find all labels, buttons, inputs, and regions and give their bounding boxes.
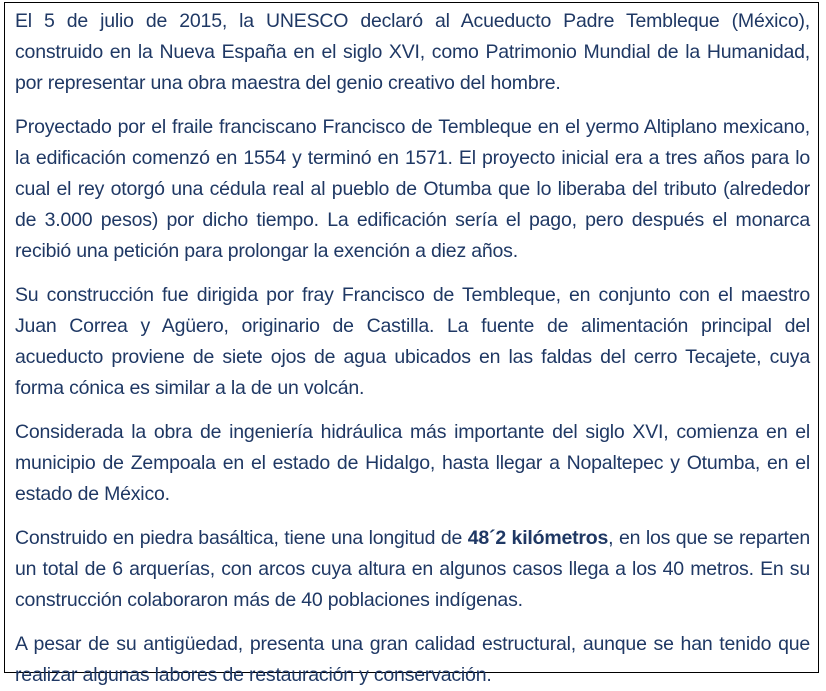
text-frame <box>4 2 819 686</box>
length-text-before: Construido en piedra basáltica, tiene una longitud de <box>15 527 468 549</box>
paragraph-length <box>15 523 810 616</box>
paragraph-construction: Su construcción fue dirigida por fray Francisco de Tembleque, en conjunto con el maestro Juan Correa y Agüero, originario de Castilla. La fuente de alimentación principal del acueducto proviene de siete ojos de agua ubicados en las faldas del cerro Tecajete, cuya forma cónica es similar a la de un volcán. <box>15 284 810 399</box>
length-value: 48´2 kilómetros <box>467 527 609 549</box>
paragraph-engineering: Considerada la obra de ingeniería hidráulica más importante del siglo XVI, comienza en el municipio de Zempoala en el estado de Hidalgo, hasta llegar a Nopaltepec y Otumba, en el estado de México. <box>15 421 810 505</box>
paragraph-unesco: El 5 de julio de 2015, la UNESCO declaró al Acueducto Padre Tembleque (México), construido en la Nueva España en el siglo XVI, como Patrimonio Mundial de la Humanidad, por representar una obra maestra del genio creativo del hombre. <box>15 10 810 94</box>
paragraph-conservation: A pesar de su antigüedad, presenta una gran calidad estructural, aunque se han tenido que realizar algunas labores de restauración y conservación. <box>15 633 810 686</box>
paragraph-project: Proyectado por el fraile franciscano Francisco de Tembleque en el yermo Altiplano mexicano, la edificación comenzó en 1554 y terminó en 1571. El proyecto inicial era a tres años para lo cual el rey otorgó una cédula real al pueblo de Otumba que lo liberaba del tributo (alrededor de 3.000 pesos) por dicho tiempo. La edificación sería el pago, pero después el monarca recibió una petición para prolongar la exención a diez años. <box>15 116 810 262</box>
length-text-after: , en los que se reparten un total de 6 arquerías, con arcos cuya altura en algunos casos llega a los 40 metros. En su construcción colaboraron más de 40 poblaciones indígenas. <box>15 527 811 611</box>
